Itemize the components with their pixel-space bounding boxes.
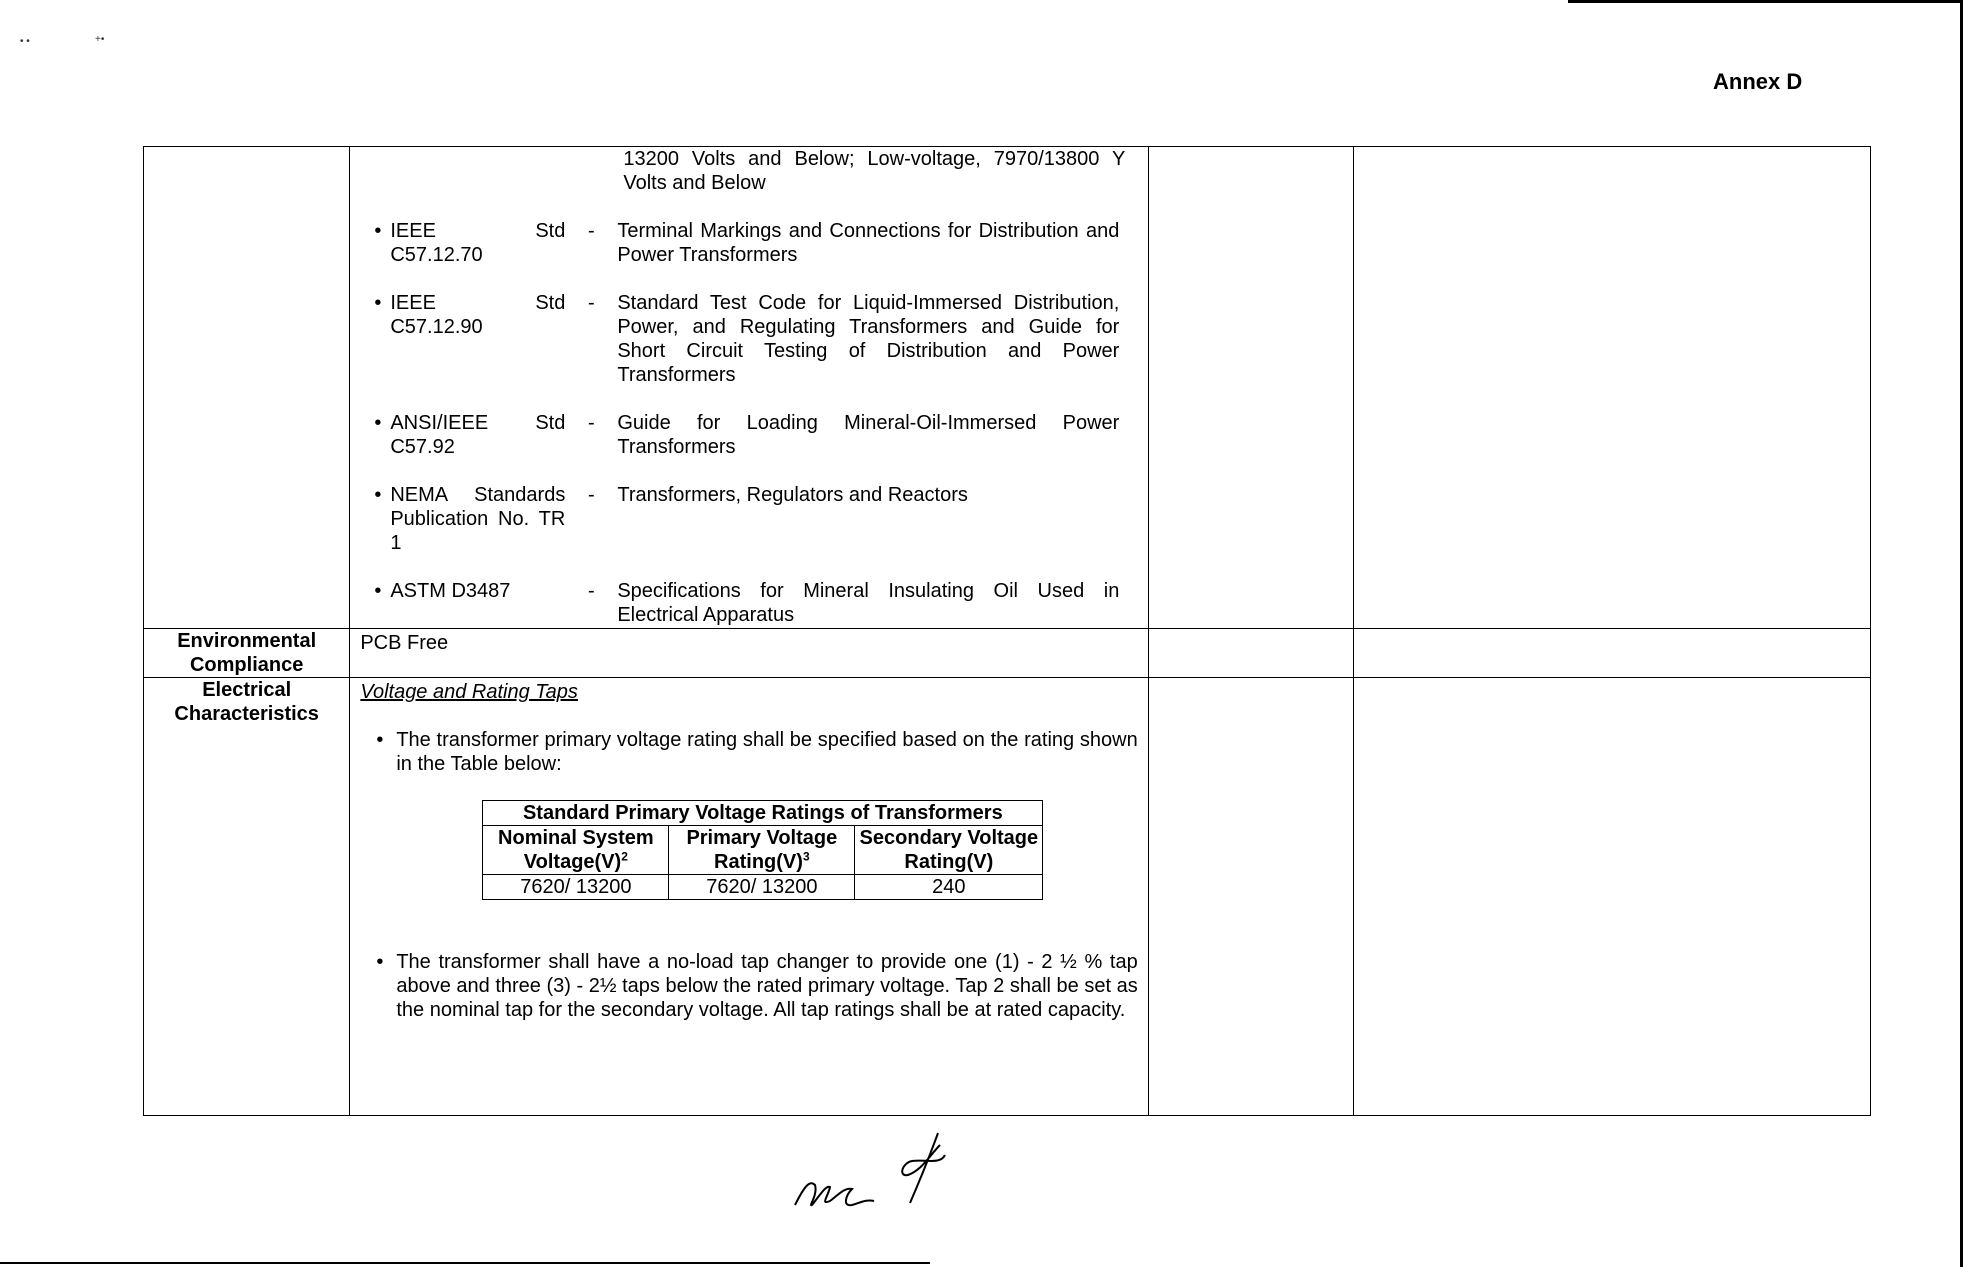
list-item xyxy=(350,291,1147,387)
signature-icon xyxy=(790,1125,980,1225)
table-row xyxy=(483,875,1043,900)
list-item xyxy=(350,483,1147,555)
paragraph-text: The transformer primary voltage rating shall be specified based on the rating shown in the Table below: xyxy=(396,729,1138,775)
scan-speck: +• xyxy=(95,34,105,45)
table-row xyxy=(483,801,1043,826)
column-header xyxy=(669,826,855,875)
empty-cell xyxy=(1148,678,1353,1116)
standard-code: IEEE Std C57.12.90 xyxy=(390,292,566,338)
bullet-icon: • xyxy=(376,729,384,751)
electrical-label: Electrical Characteristics xyxy=(144,678,350,1116)
list-item xyxy=(350,219,1147,267)
label-cell-empty xyxy=(144,147,350,629)
standards-list xyxy=(350,219,1147,627)
table-row xyxy=(144,678,1871,1116)
pcb-free-text: PCB Free xyxy=(360,632,449,654)
list-item xyxy=(350,411,1147,459)
footnote-mark: 3 xyxy=(802,849,810,864)
voltage-table-title: Standard Primary Voltage Ratings of Transformers xyxy=(483,801,1043,826)
empty-cell xyxy=(1354,629,1871,678)
header-text: Nominal System Voltage(V) xyxy=(498,827,654,873)
table-row xyxy=(483,826,1043,875)
table-cell: 7620/ 13200 xyxy=(669,875,855,900)
annex-label: Annex D xyxy=(1713,69,1803,94)
separator: - xyxy=(588,220,595,242)
bullet-icon: • xyxy=(374,292,382,314)
empty-cell xyxy=(1354,147,1871,629)
handwritten-initials xyxy=(790,1125,980,1231)
standards-cell xyxy=(350,147,1148,629)
standard-description: Transformers, Regulators and Reactors xyxy=(617,484,968,506)
bullet-icon: • xyxy=(374,220,382,242)
voltage-ratings-table xyxy=(482,800,1043,900)
standard-code: NEMA Standards Publication No. TR 1 xyxy=(390,484,566,554)
environmental-value xyxy=(350,629,1148,678)
continuation-text: 13200 Volts and Below; Low-voltage, 7970/13800 Y Volts and Below xyxy=(623,148,1126,194)
page-frame-top xyxy=(1568,0,1963,3)
electrical-cell xyxy=(350,678,1148,1116)
standard-code: ASTM D3487 xyxy=(390,580,511,602)
list-item xyxy=(350,579,1147,627)
separator: - xyxy=(588,580,595,602)
table-row xyxy=(144,147,1871,629)
bullet-icon: • xyxy=(374,412,382,434)
page-frame-bottom xyxy=(0,1262,930,1264)
separator: - xyxy=(588,292,595,314)
bullet-icon: • xyxy=(374,580,382,602)
standard-description: Specifications for Mineral Insulating Oil Used in Electrical Apparatus xyxy=(617,580,1120,626)
bullet-icon: • xyxy=(374,484,382,506)
subheading: Voltage and Rating Taps xyxy=(360,681,578,703)
separator: - xyxy=(588,484,595,506)
footnote-mark: 2 xyxy=(621,849,628,864)
paragraph xyxy=(376,728,1138,776)
standard-description: Guide for Loading Mineral-Oil-Immersed Power Transformers xyxy=(617,412,1120,458)
table-cell: 7620/ 13200 xyxy=(483,875,669,900)
standard-code: IEEE Std C57.12.70 xyxy=(390,220,566,266)
paragraph xyxy=(376,950,1138,1022)
table-row xyxy=(144,629,1871,678)
column-header xyxy=(483,826,669,875)
empty-cell xyxy=(1354,678,1871,1116)
scan-specks: • • xyxy=(20,36,30,47)
column-header: Secondary Voltage Rating(V) xyxy=(855,826,1043,875)
empty-cell xyxy=(1148,147,1353,629)
separator: - xyxy=(588,412,595,434)
paragraph-text: The transformer shall have a no-load tap changer to provide one (1) - 2 ½ % tap above and three (3) - 2½ taps below the rated primary voltage. Tap 2 shall be set as the nominal tap for the secondary voltage. All tap ratings shall be at rated capacity. xyxy=(396,951,1138,1021)
environmental-label: Environmental Compliance xyxy=(144,629,350,678)
standard-description: Terminal Markings and Connections for Distribution and Power Transformers xyxy=(617,220,1120,266)
standard-description: Standard Test Code for Liquid-Immersed Distribution, Power, and Regulating Transformers and Guide for Short Circuit Testing of Distribution and Power Transformers xyxy=(617,292,1120,386)
table-cell: 240 xyxy=(855,875,1043,900)
specification-table xyxy=(143,146,1871,1116)
standard-code: ANSI/IEEE Std C57.92 xyxy=(390,412,566,458)
header-text: Primary Voltage Rating(V) xyxy=(686,827,838,873)
empty-cell xyxy=(1148,629,1353,678)
bullet-icon: • xyxy=(376,951,384,973)
